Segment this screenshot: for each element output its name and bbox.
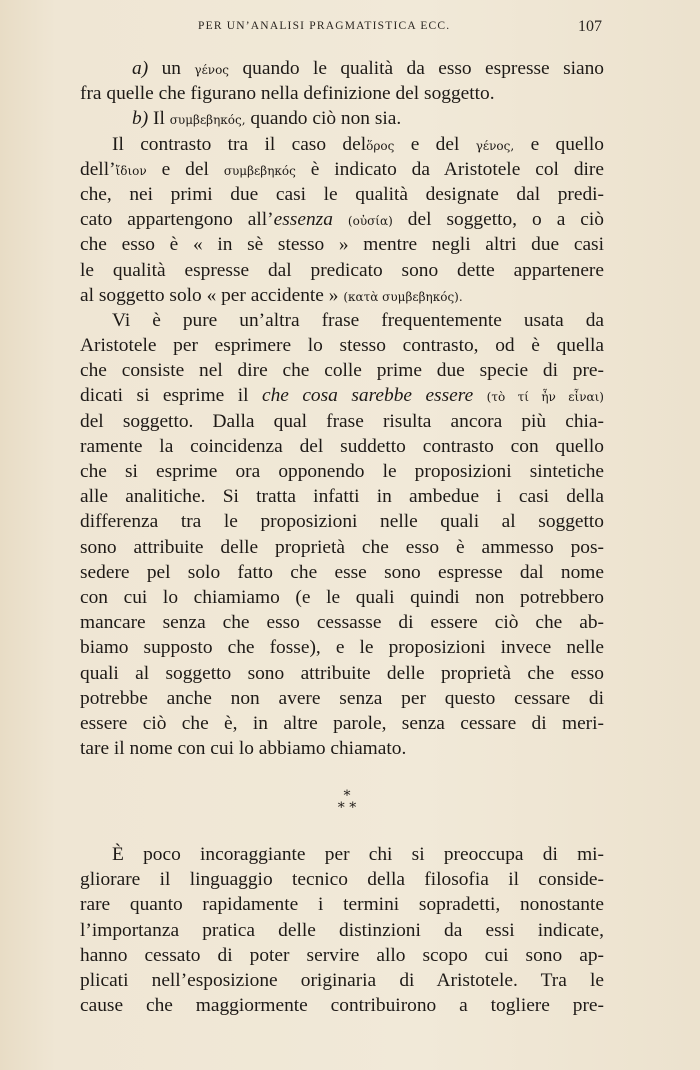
text-line: a) un γένος quando le qualità da esso espresse siano [132,58,604,79]
text-line: che esso è « in sè stesso » mentre negli altri due casi [80,234,604,256]
asterism-ornament: * * * [337,788,357,816]
text-line: sono attribuite delle proprietà che esso è ammesso pos- [80,536,604,558]
text-line: mancare senza che esso cessasse di essere ciò che ab- [80,612,604,634]
text-line: È poco incoraggiante per chi si preoccupa di mi- [112,844,604,865]
text-line: tare il nome con cui lo abbiamo chiamato. [80,738,407,760]
text-line: fra quelle che figurano nella definizione del soggetto. [80,83,495,105]
text-line: Vi è pure un’altra frase frequentemente usata da [112,309,604,331]
text-line: ramente la coincidenza del suddetto contrasto con quello [80,435,604,457]
text-line: potrebbe anche non avere senza per questo cessare di [80,687,604,709]
text-line: dicati si esprime il che cosa sarebbe essere (τὸ τί ἦν εἶναι) [80,385,604,407]
text-line: al soggetto solo « per accidente » (κατὰ συμβεβηκός). [80,284,463,306]
text-line: del soggetto. Dalla qual frase risulta ancora più chia- [80,410,604,432]
text-line: quali al soggetto sono attribuite delle proprietà che esso [80,662,604,684]
text-line: b) Il συμβεβηκός, quando ciò non sia. [132,108,402,130]
running-title: PER UN’ANALISI PRAGMATISTICA ECC. [198,20,451,32]
text-line: hanno cessato di poter servire allo scopo cui sono ap- [80,944,604,966]
text-line: essere ciò che è, in altre parole, senza cessare di meri- [80,712,604,734]
text-line: l’importanza pratica delle distinzioni da essi indicate, [80,919,604,941]
text-line: che si esprime ora opponendo le proposizioni sintetiche [80,461,604,482]
text-line: cause che maggiormente contribuirono a togliere pre- [80,995,604,1017]
second-paragraph [80,842,604,1018]
text-line: biamo supposto che fosse), e le proposizioni invece nelle [80,637,604,659]
text-line: con cui lo chiamiamo (e le quali quindi non potrebbero [80,586,604,608]
text-line: differenza tra le proposizioni nelle quali al soggetto [80,511,604,533]
main-text-block [80,56,604,761]
text-line: cato appartengono all’essenza (οὐσία) del soggetto, o a ciò [80,209,604,231]
text-line: sedere pel solo fatto che esse sono espresse dal nome [80,561,604,583]
text-line: le qualità espresse dal predicato sono dette appartenere [80,259,604,281]
text-line: plicati nell’esposizione originaria di Aristotele. Tra le [80,969,604,991]
text-line: alle analitiche. Si tratta infatti in ambedue i casi della [80,486,604,508]
text-line: Aristotele per esprimere lo stesso contrasto, od è quella [80,335,604,357]
text-line: che consiste nel dire che colle prime due specie di pre- [80,360,604,382]
text-line: dell’ἴδιον e del συμβεβηκός è indicato da Aristotele col dire [80,158,604,180]
text-line: che, nei primi due casi le qualità designate dal predi- [80,183,604,205]
page-number: 107 [578,18,602,35]
running-head [80,18,602,40]
text-line: gliorare il linguaggio tecnico della filosofia il conside- [80,869,604,891]
text-line: Il contrasto tra il caso delὅρος e del γένος, e quello [112,133,604,155]
text-line: rare quanto rapidamente i termini sopradetti, nonostante [80,894,604,916]
